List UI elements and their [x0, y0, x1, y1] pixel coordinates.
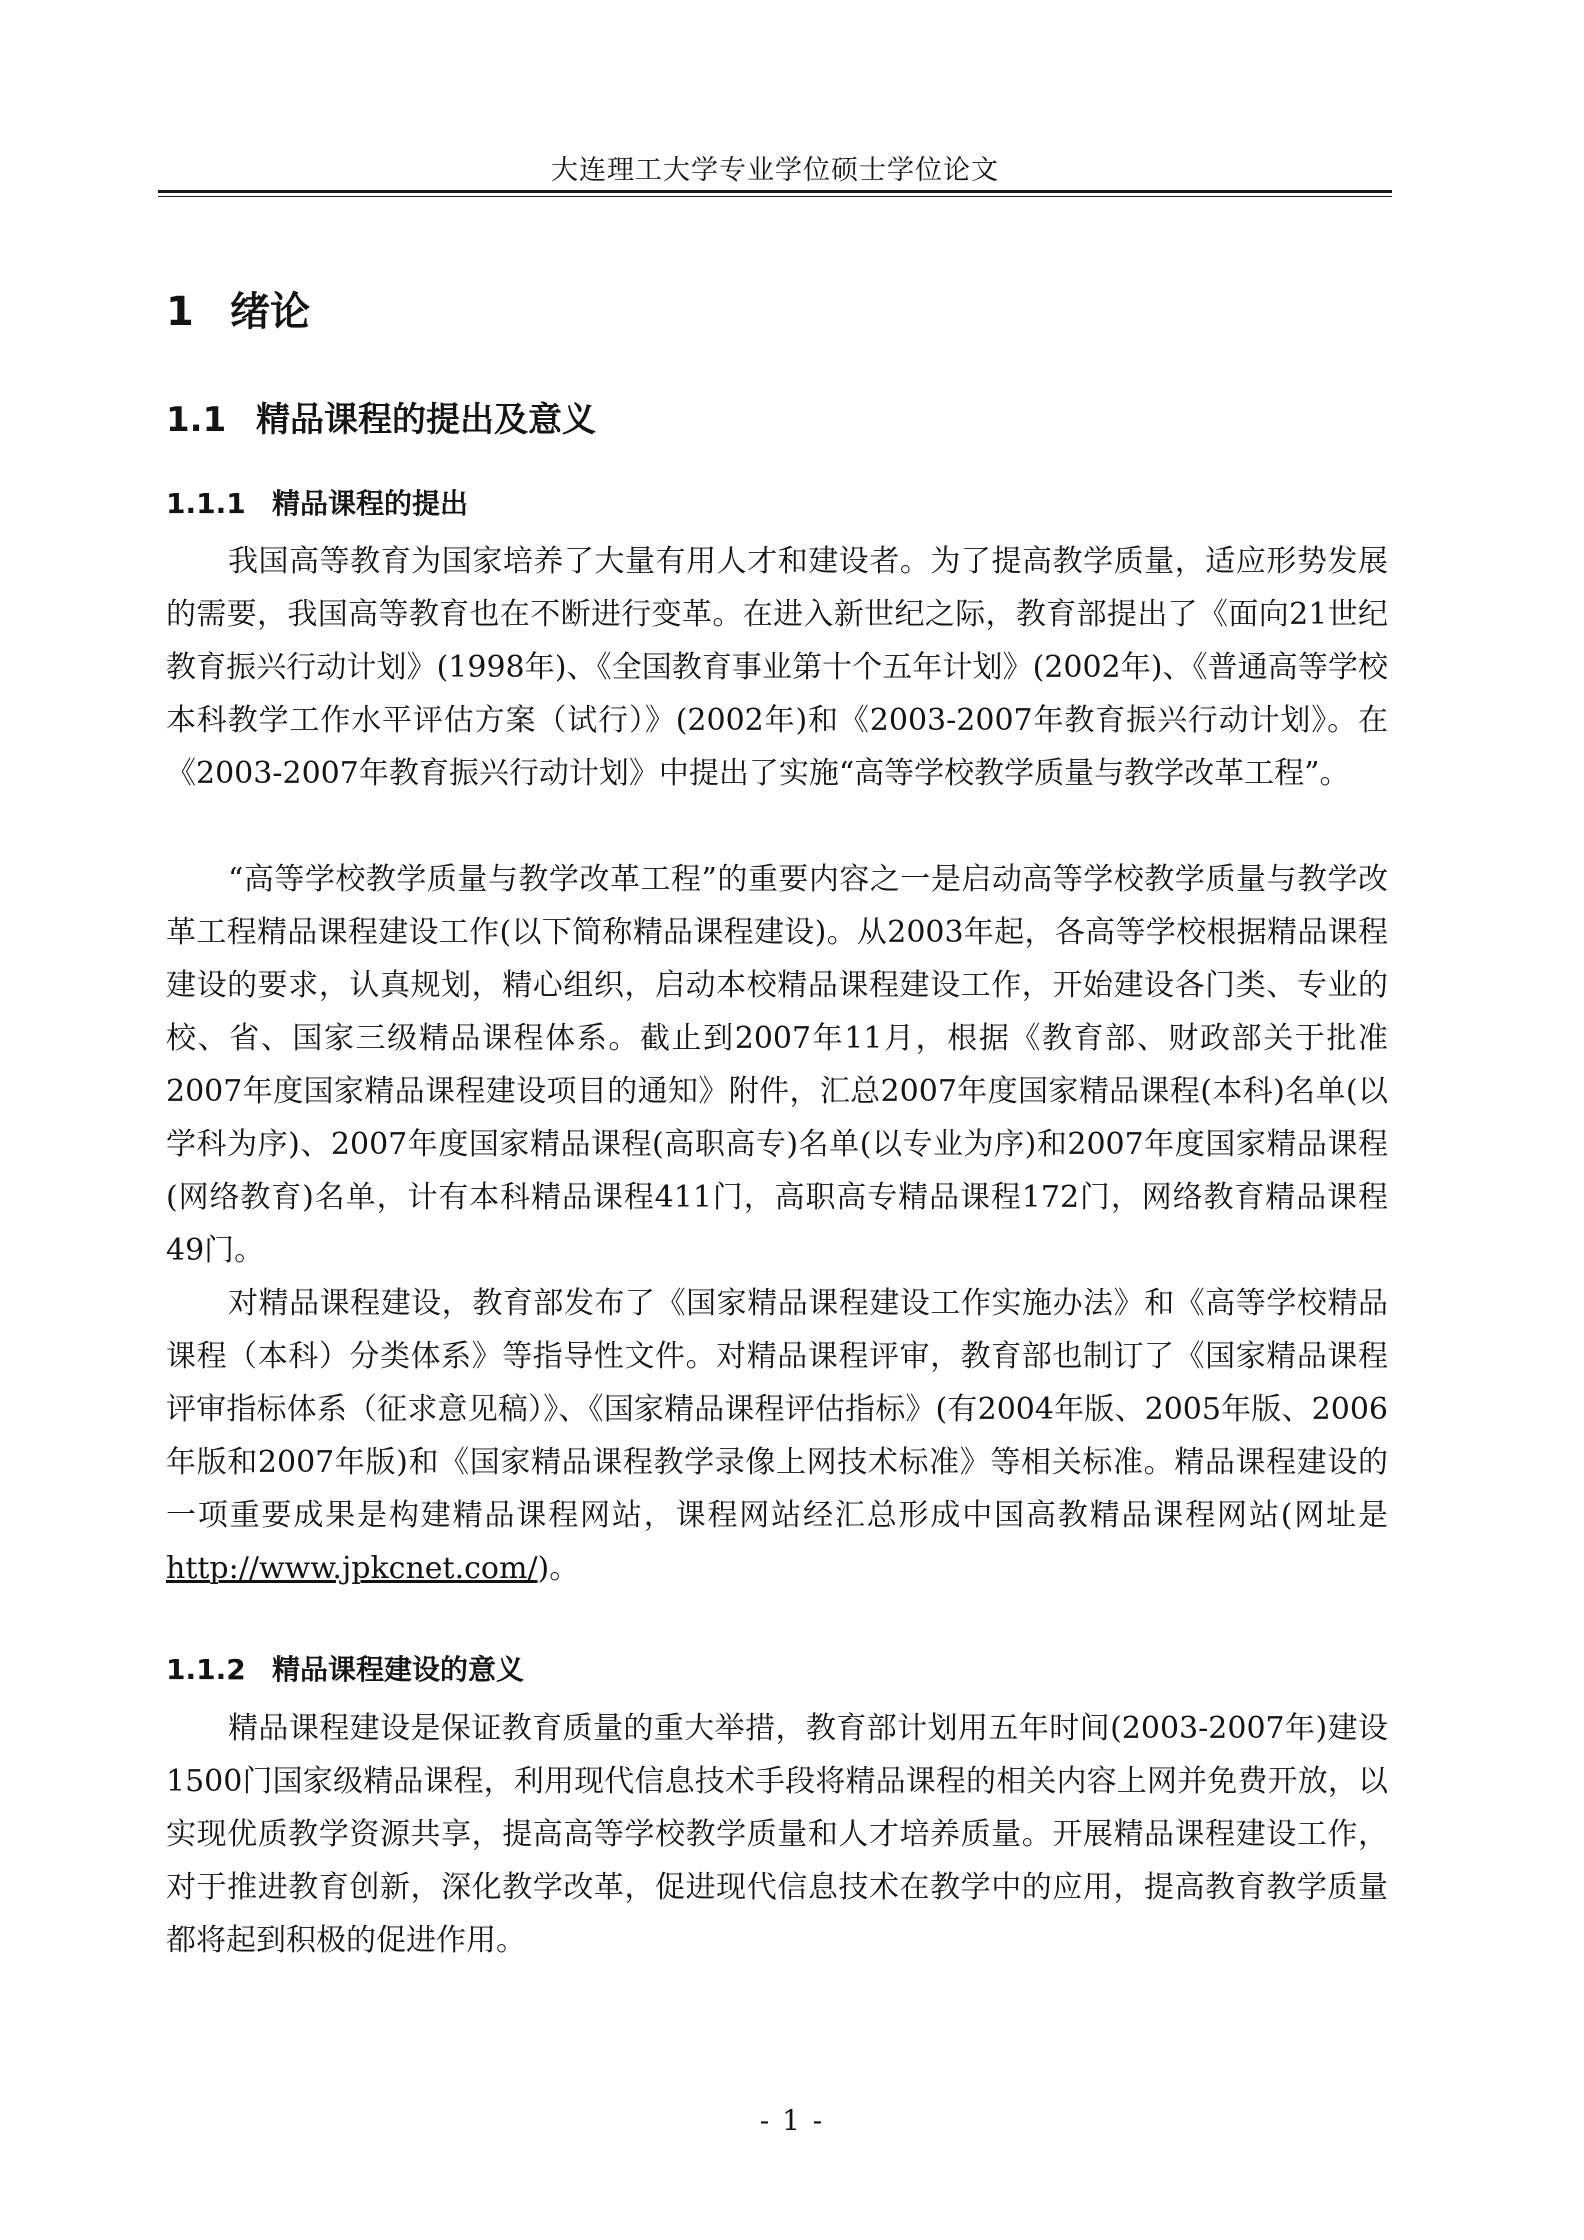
subsection-title: 精品课程建设的意义: [272, 1653, 525, 1686]
body-paragraph: 我国高等教育为国家培养了大量有用人才和建设者。为了提高教学质量，适应形势发展的需要，我国高等教育也在不断进行变革。在进入新世纪之际，教育部提出了《面向21世纪教育振兴行动计划》(1998年)、《全国教育事业第十个五年计划》(2002年)、《普通高等学校本科教学工作水平评估方案（试行）》(2002年)和《2003-2007年教育振兴行动计划》。在《2003-2007年教育振兴行动计划》中提出了实施“高等学校教学质量与教学改革工程”。: [166, 544, 1388, 791]
section-number: 1.1: [166, 400, 227, 440]
subsection-heading-2: [166, 1648, 524, 1688]
paragraph-text: 对精品课程建设，教育部发布了《国家精品课程建设工作实施办法》和《高等学校精品课程（本科）分类体系》等指导性文件。对精品课程评审，教育部也制订了《国家精品课程评审指标体系（征求意见稿）》、《国家精品课程评估指标》(有2004年版、2005年版、2006年版和2007年版)和《国家精品课程教学录像上网技术标准》等相关标准。精品课程建设的一项重要成果是构建精品课程网站，课程网站经汇总形成中国高教精品课程网站(网址是: [166, 1286, 1388, 1533]
chapter-heading: [166, 280, 310, 337]
page-number: - 1 -: [759, 2104, 825, 2137]
chapter-title: 绪论: [230, 289, 310, 335]
body-paragraph: [166, 1277, 1388, 1595]
subsection-number: 1.1.2: [166, 1653, 246, 1686]
paragraph-tail: )。: [537, 1551, 580, 1586]
header-rule: [158, 190, 1392, 197]
section-heading: [166, 392, 596, 441]
chapter-number: 1: [166, 289, 194, 335]
subsection-title: 精品课程的提出: [272, 487, 469, 520]
subsection-number: 1.1.1: [166, 487, 246, 520]
subsection-heading-1: [166, 482, 468, 522]
body-paragraph: “高等学校教学质量与教学改革工程”的重要内容之一是启动高等学校教学质量与教学改革工程精品课程建设工作(以下简称精品课程建设)。从2003年起，各高等学校根据精品课程建设的要求，认真规划，精心组织，启动本校精品课程建设工作，开始建设各门类、专业的校、省、国家三级精品课程体系。截止到2007年11月，根据《教育部、财政部关于批准2007年度国家精品课程建设项目的通知》附件，汇总2007年度国家精品课程(本科)名单(以学科为序)、2007年度国家精品课程(高职高专)名单(以专业为序)和2007年度国家精品课程(网络教育)名单，计有本科精品课程411门，高职高专精品课程172门，网络教育精品课程49门。: [166, 862, 1388, 1268]
body-paragraph: 精品课程建设是保证教育质量的重大举措，教育部计划用五年时间(2003-2007年)建设1500门国家级精品课程，利用现代信息技术手段将精品课程的相关内容上网并免费开放，以实现优质教学资源共享，提高高等学校教学质量和人才培养质量。开展精品课程建设工作，对于推进教育创新，深化教学改革，促进现代信息技术在教学中的应用，提高教育教学质量都将起到积极的促进作用。: [166, 1711, 1388, 1958]
section-title: 精品课程的提出及意义: [256, 400, 596, 440]
website-link[interactable]: http://www.jpkcnet.com/: [166, 1551, 538, 1586]
running-header: 大连理工大学专业学位硕士学位论文: [551, 155, 999, 186]
